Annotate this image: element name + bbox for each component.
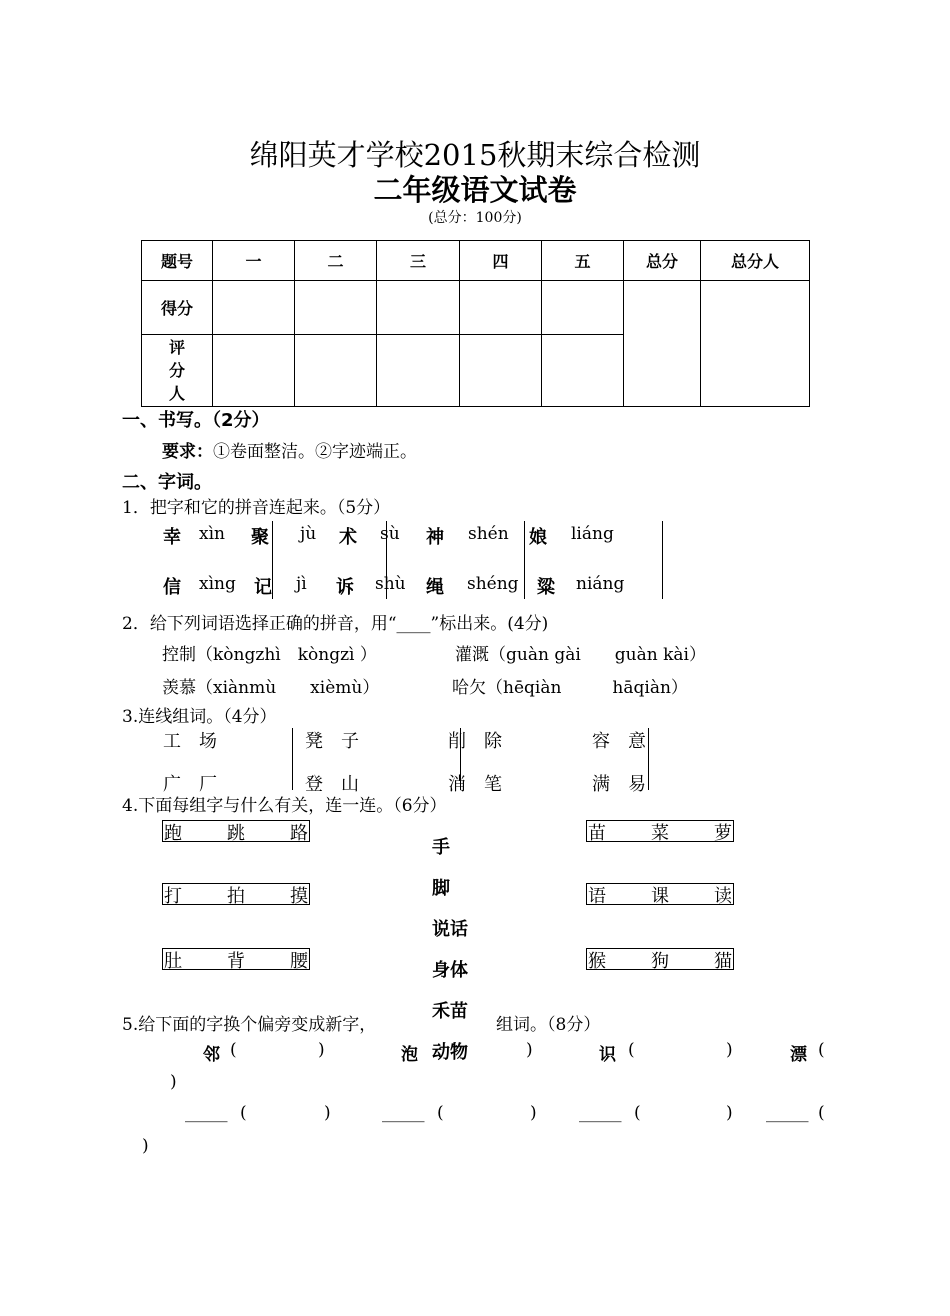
row-label-grader (142, 335, 213, 407)
q5-blank-4[interactable]: _____ (766, 1103, 809, 1123)
q2-item-1: 控制（kòngzhì kòngzì ） (162, 645, 377, 665)
q4-right-2-char-2: 课 (651, 886, 669, 907)
q4-left-3-char-3: 腰 (290, 951, 308, 972)
q3-divider-1 (292, 728, 293, 790)
score-cell-1[interactable] (213, 281, 295, 335)
q4-right-3-char-3: 猫 (714, 951, 732, 972)
grader-cell-1[interactable] (213, 335, 295, 407)
requirement-text: ①卷面整洁。②字迹端正。 (213, 442, 417, 462)
total-score-note: (总分：100分) (428, 210, 522, 226)
q1-divider-4 (662, 521, 663, 599)
q4-left-3-char-1: 肚 (164, 951, 182, 972)
q3-word-1-3: 削 除 (448, 731, 502, 752)
score-cell-5[interactable] (542, 281, 624, 335)
q5-char-4: 漂 (790, 1045, 807, 1065)
q3-word-2-4: 满 易 (592, 774, 646, 795)
q3-word-2-2: 登 山 (305, 774, 359, 795)
q2-prompt: 2．给下列词语选择正确的拼音，用“____”标出来。(4分) (122, 614, 549, 634)
q1-char-1-5: 娘 (529, 527, 547, 548)
header-cell-4: 四 (460, 241, 542, 281)
q5-paren-open-1: ( (230, 1040, 237, 1060)
q1-char-2-3: 诉 (336, 577, 354, 598)
q1-pinyin-1-5: liáng (571, 524, 614, 544)
q5-blank-1-paren-close: ) (324, 1103, 331, 1123)
q4-left-2-char-1: 打 (164, 886, 182, 907)
q5-prompt-a: 5.给下面的字换个偏旁变成新字， (122, 1015, 377, 1035)
q1-pinyin-2-1: xìng (199, 574, 236, 594)
requirement-label: 要求： (162, 442, 213, 462)
q1-char-2-1: 信 (163, 577, 181, 598)
q3-prompt: 3.连线组词。（4分） (122, 707, 277, 727)
q5-paren-open-4: ( (818, 1040, 825, 1060)
q2-item-3: 羡慕（xiànmù xièmù） (162, 678, 380, 698)
q4-category-body[interactable]: 身体 (432, 960, 468, 981)
grader-cell-3[interactable] (377, 335, 460, 407)
section2-heading: 二、字词。 (122, 472, 212, 493)
q4-left-3-char-2: 背 (227, 951, 245, 972)
q4-category-animal[interactable]: 动物 (432, 1042, 468, 1063)
exam-subtitle: 二年级语文试卷 (373, 173, 577, 207)
q5-paren-open-3: ( (628, 1040, 635, 1060)
total-score-cell[interactable] (624, 281, 701, 407)
header-cell-5: 五 (542, 241, 624, 281)
q4-right-1-char-2: 菜 (651, 823, 669, 844)
q1-divider-1 (272, 521, 273, 599)
header-cell-1: 一 (213, 241, 295, 281)
q2-item-4: 哈欠（hēqiàn hāqiàn） (452, 678, 688, 698)
q1-prompt: 1．把字和它的拼音连起来。（5分） (122, 498, 391, 518)
q1-divider-2 (386, 521, 387, 599)
total-grader-cell[interactable] (701, 281, 810, 407)
grader-char-3: 人 (168, 384, 185, 403)
q1-char-2-2: 记 (254, 577, 272, 598)
header-cell-total: 总分 (624, 241, 701, 281)
q5-paren-close-1: ) (318, 1040, 325, 1060)
q1-char-1-3: 术 (339, 527, 357, 548)
q3-divider-3 (648, 728, 649, 790)
section1-heading: 一、书写。（2分） (122, 410, 270, 431)
q1-char-1-4: 神 (426, 527, 444, 548)
q1-char-2-5: 粱 (537, 577, 555, 598)
q5-blank-2-paren-close: ) (530, 1103, 537, 1123)
q5-char-3: 识 (599, 1045, 616, 1065)
q3-word-1-2: 凳 子 (305, 731, 359, 752)
q4-right-1-char-1: 苗 (588, 823, 606, 844)
q4-left-box-3[interactable] (162, 948, 310, 970)
q5-paren-close-2: ) (526, 1040, 533, 1060)
row-label-score: 得分 (142, 281, 213, 335)
q1-divider-3 (524, 521, 525, 599)
q4-left-1-char-1: 跑 (164, 823, 182, 844)
section1-requirement (162, 437, 417, 462)
q4-left-box-1[interactable] (162, 820, 310, 842)
q4-category-foot[interactable]: 脚 (432, 878, 450, 899)
q4-right-box-3[interactable] (586, 948, 734, 970)
header-cell-3: 三 (377, 241, 460, 281)
q4-left-1-char-3: 路 (290, 823, 308, 844)
score-table (141, 240, 810, 407)
q1-pinyin-1-1: xìn (199, 524, 225, 544)
score-cell-3[interactable] (377, 281, 460, 335)
q3-divider-2 (460, 728, 461, 790)
q1-char-1-2: 聚 (251, 527, 269, 548)
q5-blank-3-paren-open: ( (634, 1103, 641, 1123)
q5-blank-3-paren-close: ) (726, 1103, 733, 1123)
q1-pinyin-1-3: sù (380, 524, 400, 544)
q3-word-2-1: 广 厂 (163, 774, 217, 795)
q4-left-2-char-3: 摸 (290, 886, 308, 907)
q5-blank-1[interactable]: _____ (185, 1103, 228, 1123)
q4-left-1-char-2: 跳 (227, 823, 245, 844)
q1-pinyin-2-2: jì (296, 574, 307, 594)
q5-blank-2[interactable]: _____ (382, 1103, 425, 1123)
q4-right-2-char-3: 读 (714, 886, 732, 907)
q3-word-1-4: 容 意 (592, 731, 646, 752)
grader-cell-4[interactable] (460, 335, 542, 407)
q4-right-1-char-3: 萝 (714, 823, 732, 844)
q4-left-2-char-2: 拍 (227, 886, 245, 907)
q4-right-box-2[interactable] (586, 883, 734, 905)
q3-word-1-1: 工 场 (163, 731, 217, 752)
score-cell-4[interactable] (460, 281, 542, 335)
q4-prompt: 4.下面每组字与什么有关，连一连。（6分） (122, 796, 447, 816)
q4-category-hand[interactable]: 手 (432, 837, 450, 858)
grader-cell-5[interactable] (542, 335, 624, 407)
q4-left-box-2[interactable] (162, 883, 310, 905)
q1-char-1-1: 幸 (163, 527, 181, 548)
q5-paren-close-4: ) (170, 1072, 177, 1092)
q4-right-2-char-1: 语 (588, 886, 606, 907)
q5-paren-close-3: ) (726, 1040, 733, 1060)
q4-category-speech[interactable]: 说话 (432, 919, 468, 940)
grader-char-1: 评 (168, 338, 185, 357)
q5-char-1: 邻 (203, 1045, 220, 1065)
q1-char-2-4: 绳 (426, 577, 444, 598)
q4-right-box-1[interactable] (586, 820, 734, 842)
q4-category-crop[interactable]: 禾苗 (432, 1001, 468, 1022)
q1-pinyin-2-3: shù (375, 574, 406, 594)
q1-pinyin-2-4: shéng (467, 574, 519, 594)
header-cell-2: 二 (295, 241, 377, 281)
q1-pinyin-1-4: shén (468, 524, 509, 544)
q5-blank-3[interactable]: _____ (579, 1103, 622, 1123)
q4-right-3-char-2: 狗 (651, 951, 669, 972)
q5-blank-1-paren-open: ( (240, 1103, 247, 1123)
header-cell-number: 题号 (142, 241, 213, 281)
q2-item-2: 灌溉（guàn gài guàn kài） (455, 645, 706, 665)
grader-cell-2[interactable] (295, 335, 377, 407)
grader-char-2: 分 (168, 361, 185, 380)
q5-char-2: 泡 (401, 1045, 418, 1065)
q5-blank-4-paren-open: ( (818, 1103, 825, 1123)
q1-pinyin-2-5: niáng (576, 574, 625, 594)
score-cell-2[interactable] (295, 281, 377, 335)
q4-right-3-char-1: 猴 (588, 951, 606, 972)
q5-blank-2-paren-open: ( (437, 1103, 444, 1123)
q3-word-2-3: 消 笔 (448, 774, 502, 795)
q1-pinyin-1-2: jù (300, 524, 317, 544)
exam-title: 绵阳英才学校2015秋期末综合检测 (249, 138, 701, 172)
header-cell-grader: 总分人 (701, 241, 810, 281)
q5-blank-4-paren-close: ) (142, 1136, 149, 1156)
q5-prompt-b: 组词。（8分） (496, 1015, 601, 1035)
